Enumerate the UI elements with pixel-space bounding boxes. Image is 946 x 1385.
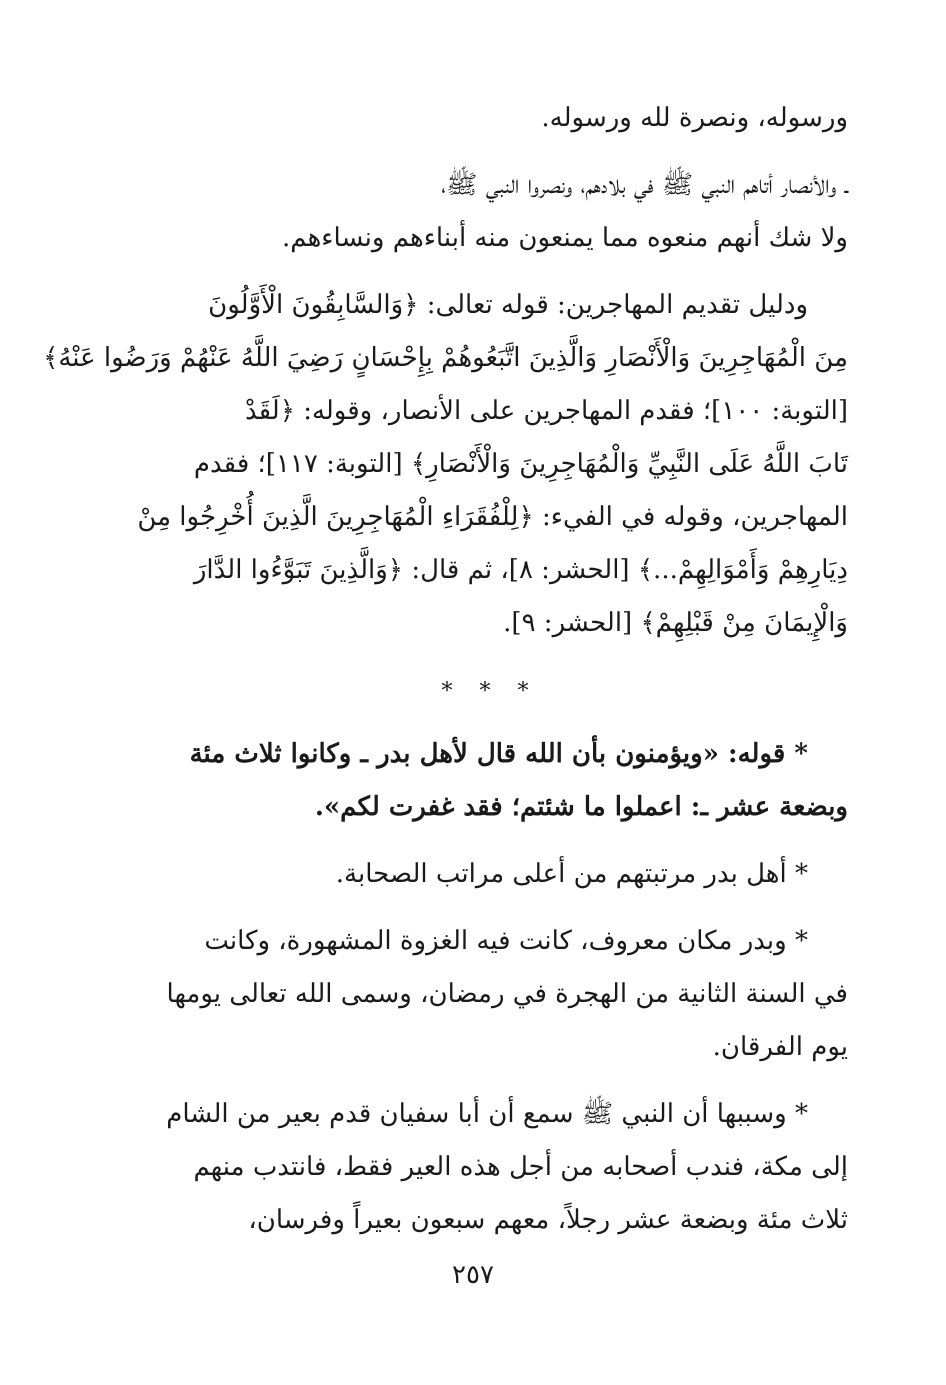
text-line: ولا شك أنهم منعوه مما يمنعون منه أبناءهم ونساءهم. [282,223,848,253]
text-line: * وسببها أن النبي ﷺ سمع أن أبا سفيان قدم بعير من الشام [166,1099,808,1129]
paragraph-1 [132,92,848,145]
paragraph-5 [132,848,848,901]
text-line: ورسوله، ونصرة لله ورسوله. [541,103,848,133]
text-line: * قوله: «ويؤمنون بأن الله قال لأهل بدر ـ وكانوا ثلاث مئة [189,739,808,769]
paragraph-6 [132,915,848,1074]
text-line: ودليل تقديم المهاجرين: قوله تعالى: ﴿وَالسَّابِقُونَ الْأَوَّلُونَ [208,290,808,320]
text-line: في السنة الثانية من الهجرة في رمضان، وسمى الله تعالى يومها [166,979,848,1009]
text-line: تَابَ اللَّهُ عَلَى النَّبِيِّ وَالْمُهَاجِرِينَ وَالْأَنْصَارِ﴾ [التوبة: ١١٧]؛ فقدم [193,449,848,479]
text-line: دِيَارِهِمْ وَأَمْوَالِهِمْ...﴾ [الحشر: ٨]، ثم قال: ﴿وَالَّذِينَ تَبَوَّءُوا الدَّارَ [193,555,848,585]
text-line: يوم الفرقان. [712,1032,848,1062]
quran-line: مِنَ الْمُهَاجِرِينَ وَالْأَنْصَارِ وَالَّذِينَ اتَّبَعُوهُمْ بِإِحْسَانٍ رَضِيَ اللَّهُ عَنْهُمْ وَرَضُوا عَنْهُ﴾ [43,343,848,373]
paragraph-3 [43,279,848,650]
page-body [43,92,848,1247]
paragraph-7 [132,1088,848,1247]
page-number: ٢٥٧ [452,1260,494,1290]
text-line: ثلاث مئة وبضعة عشر رجلاً، معهم سبعون بعيراً وفرسان، [248,1205,848,1235]
section-separator: * * * [441,679,539,704]
text-line: المهاجرين، وقوله في الفيء: ﴿لِلْفُقَرَاءِ الْمُهَاجِرِينَ الَّذِينَ أُخْرِجُوا مِنْ [137,502,848,532]
paragraph-2 [132,159,848,265]
text-line: * أهل بدر مرتبتهم من أعلى مراتب الصحابة. [335,859,808,889]
text-line: [التوبة: ١٠٠]؛ فقدم المهاجرين على الأنصار، وقوله: ﴿لَقَدْ [244,396,848,426]
text-line: إلى مكة، فندب أصحابه من أجل هذه العير فقط، فانتدب منهم [193,1152,848,1182]
text-line: * وبدر مكان معروف، كانت فيه الغزوة المشهورة، وكانت [204,926,808,956]
paragraph-4 [132,728,848,834]
text-line: ـ والأنصار أتاهم النبي ﷺ في بلادهم، ونصروا النبي ﷺ، [441,170,848,200]
text-line: وَالْإِيمَانَ مِنْ قَبْلِهِمْ﴾ [الحشر: ٩]. [503,608,848,638]
text-line: وبضعة عشر ـ: اعملوا ما شئتم؛ فقد غفرت لكم». [314,792,848,822]
